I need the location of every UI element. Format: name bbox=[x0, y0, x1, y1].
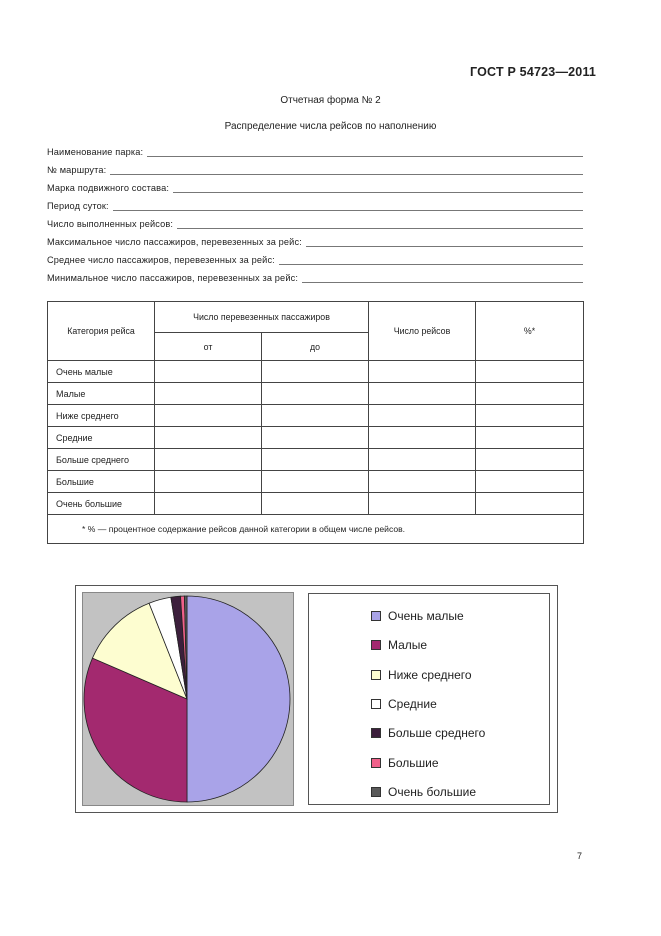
field-label: Максимальное число пассажиров, перевезенных за рейс: bbox=[47, 237, 302, 247]
pie-slice bbox=[187, 596, 290, 802]
field-avg-passengers bbox=[47, 251, 583, 265]
page-number: 7 bbox=[577, 851, 583, 861]
table-row bbox=[48, 361, 584, 383]
fill-line[interactable] bbox=[279, 255, 583, 265]
chart-legend bbox=[308, 593, 550, 805]
fill-line[interactable] bbox=[306, 237, 583, 247]
header-trips: Число рейсов bbox=[369, 302, 476, 361]
table-row bbox=[48, 471, 584, 493]
header-passengers: Число перевезенных пассажиров bbox=[155, 302, 369, 333]
trips-distribution-table bbox=[47, 301, 584, 544]
fill-line[interactable] bbox=[113, 201, 583, 211]
cell-percent[interactable] bbox=[476, 405, 584, 427]
legend-item bbox=[371, 697, 437, 711]
table-footnote: * % — процентное содержание рейсов данной категории в общем числе рейсов. bbox=[48, 515, 584, 544]
standard-number: ГОСТ Р 54723—2011 bbox=[470, 65, 597, 79]
cell-from[interactable] bbox=[155, 383, 262, 405]
cell-to[interactable] bbox=[262, 449, 369, 471]
field-route-number bbox=[47, 161, 583, 175]
cell-trips[interactable] bbox=[369, 471, 476, 493]
legend-swatch bbox=[371, 758, 381, 768]
header-category: Категория рейса bbox=[48, 302, 155, 361]
form-title: Отчетная форма № 2 bbox=[280, 95, 381, 106]
fill-line[interactable] bbox=[302, 273, 583, 283]
legend-item bbox=[371, 756, 439, 770]
cell-trips[interactable] bbox=[369, 493, 476, 515]
legend-swatch bbox=[371, 699, 381, 709]
field-min-passengers bbox=[47, 269, 583, 283]
cell-trips[interactable] bbox=[369, 383, 476, 405]
row-category: Большие bbox=[48, 471, 155, 493]
form-subtitle: Распределение числа рейсов по наполнению bbox=[224, 121, 437, 132]
legend-label: Малые bbox=[388, 638, 428, 653]
legend-item bbox=[371, 668, 472, 682]
cell-percent[interactable] bbox=[476, 383, 584, 405]
cell-percent[interactable] bbox=[476, 427, 584, 449]
cell-to[interactable] bbox=[262, 471, 369, 493]
legend-label: Очень малые bbox=[388, 609, 464, 623]
cell-trips[interactable] bbox=[369, 405, 476, 427]
cell-from[interactable] bbox=[155, 361, 262, 383]
legend-swatch bbox=[371, 787, 381, 797]
field-vehicle-model bbox=[47, 179, 583, 193]
cell-from[interactable] bbox=[155, 405, 262, 427]
field-label: Марка подвижного состава: bbox=[47, 183, 170, 193]
cell-trips[interactable] bbox=[369, 427, 476, 449]
legend-item bbox=[371, 609, 464, 623]
cell-trips[interactable] bbox=[369, 449, 476, 471]
header-to: до bbox=[262, 333, 369, 361]
legend-label: Ниже среднего bbox=[388, 667, 472, 682]
row-category: Средние bbox=[48, 427, 155, 449]
legend-item bbox=[371, 785, 476, 799]
legend-label: Большие bbox=[388, 755, 439, 770]
legend-label: Средние bbox=[388, 696, 437, 711]
pie-chart bbox=[75, 585, 558, 813]
cell-percent[interactable] bbox=[476, 361, 584, 383]
field-trips-done bbox=[47, 215, 583, 229]
header-percent: %* bbox=[476, 302, 584, 361]
cell-trips[interactable] bbox=[369, 361, 476, 383]
cell-from[interactable] bbox=[155, 427, 262, 449]
table-row bbox=[48, 493, 584, 515]
plot-area bbox=[82, 592, 294, 806]
table-row bbox=[48, 405, 584, 427]
pie-svg bbox=[83, 593, 293, 805]
cell-percent[interactable] bbox=[476, 493, 584, 515]
header-from: от bbox=[155, 333, 262, 361]
cell-from[interactable] bbox=[155, 471, 262, 493]
row-category: Малые bbox=[48, 383, 155, 405]
cell-percent[interactable] bbox=[476, 449, 584, 471]
fill-line[interactable] bbox=[147, 147, 583, 157]
field-day-period bbox=[47, 197, 583, 211]
fill-line[interactable] bbox=[173, 183, 583, 193]
cell-to[interactable] bbox=[262, 427, 369, 449]
cell-from[interactable] bbox=[155, 493, 262, 515]
row-category: Ниже среднего bbox=[48, 405, 155, 427]
row-category: Очень малые bbox=[48, 361, 155, 383]
legend-item bbox=[371, 638, 427, 652]
legend-swatch bbox=[371, 611, 381, 621]
table-row bbox=[48, 449, 584, 471]
field-label: Число выполненных рейсов: bbox=[47, 219, 174, 229]
legend-label: Больше среднего bbox=[388, 726, 486, 741]
legend-item bbox=[371, 726, 485, 740]
field-label: Среднее число пассажиров, перевезенных за рейс: bbox=[47, 255, 275, 265]
field-label: Наименование парка: bbox=[47, 147, 144, 157]
fill-line[interactable] bbox=[177, 219, 583, 229]
row-category: Очень большие bbox=[48, 493, 155, 515]
field-park-name bbox=[47, 143, 583, 157]
field-label: № маршрута: bbox=[47, 165, 107, 175]
cell-to[interactable] bbox=[262, 493, 369, 515]
cell-percent[interactable] bbox=[476, 471, 584, 493]
legend-swatch bbox=[371, 728, 381, 738]
cell-to[interactable] bbox=[262, 405, 369, 427]
legend-label: Очень большие bbox=[388, 784, 477, 799]
field-max-passengers bbox=[47, 233, 583, 247]
cell-to[interactable] bbox=[262, 361, 369, 383]
row-category: Больше среднего bbox=[48, 449, 155, 471]
field-label: Период суток: bbox=[47, 201, 109, 211]
legend-swatch bbox=[371, 670, 381, 680]
cell-to[interactable] bbox=[262, 383, 369, 405]
fill-line[interactable] bbox=[110, 165, 583, 175]
table-row bbox=[48, 427, 584, 449]
field-label: Минимальное число пассажиров, перевезенных за рейс: bbox=[47, 273, 299, 283]
legend-swatch bbox=[371, 640, 381, 650]
table-row bbox=[48, 383, 584, 405]
cell-from[interactable] bbox=[155, 449, 262, 471]
